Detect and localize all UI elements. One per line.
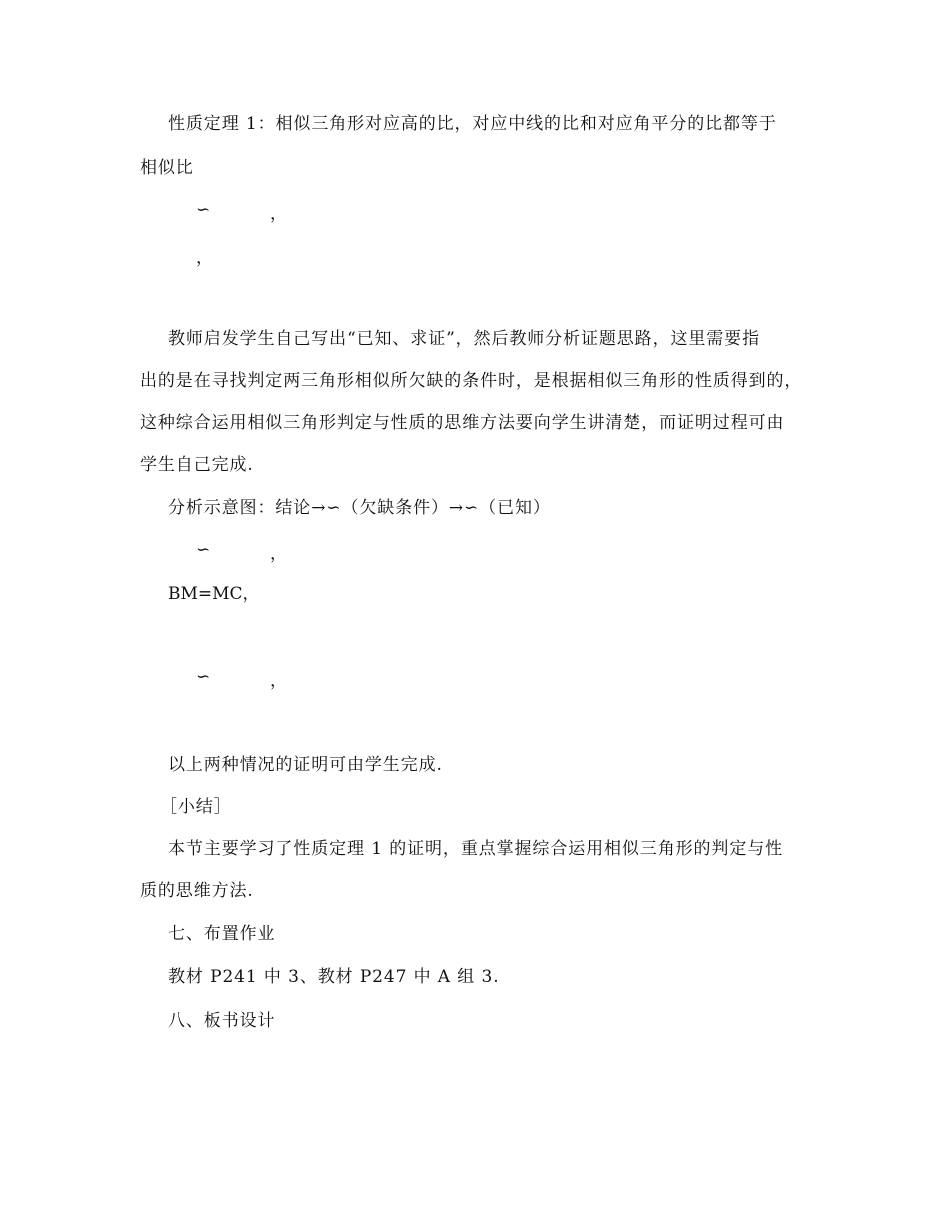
teaching-line-3: 这种综合运用相似三角形判定与性质的思维方法要向学生讲清楚，而证明过程可由 (140, 413, 785, 433)
summary-line-1: 本节主要学习了性质定理 1 的证明，重点掌握综合运用相似三角形的判定与性 (168, 839, 784, 859)
section-8-heading: 八、板书设计 (168, 1011, 276, 1031)
bm-equals-mc: BM=MC， (168, 584, 260, 604)
analysis-diagram-text: 分析示意图：结论→∽（欠缺条件）→∽（已知） (168, 498, 551, 518)
similar-symbol: ∽ (196, 540, 211, 560)
proof-note: 以上两种情况的证明可由学生完成. (168, 755, 443, 775)
formula-comma: ， (196, 248, 213, 268)
similar-symbol: ∽ (196, 667, 211, 687)
teaching-line-4: 学生自己完成. (140, 455, 254, 475)
formula-comma: ， (270, 544, 287, 564)
teaching-line-2: 出的是在寻找判定两三角形相似所欠缺的条件时，是根据相似三角形的性质得到的， (140, 371, 803, 391)
similar-symbol: ∽ (196, 200, 211, 220)
formula-comma: ， (270, 671, 287, 691)
summary-line-2: 质的思维方法. (140, 881, 254, 901)
theorem-line-1: 性质定理 1：相似三角形对应高的比，对应中线的比和对应角平分的比都等于 (168, 114, 777, 134)
section-7-content: 教材 P241 中 3、教材 P247 中 A 组 3. (168, 967, 500, 987)
formula-comma: ， (270, 204, 287, 224)
section-7-heading: 七、布置作业 (168, 924, 276, 944)
theorem-line-2: 相似比 (140, 158, 194, 178)
teaching-line-1: 教师启发学生自己写出“已知、求证”，然后教师分析证题思路，这里需要指 (168, 329, 760, 349)
summary-heading: ［小结］ (160, 797, 232, 817)
